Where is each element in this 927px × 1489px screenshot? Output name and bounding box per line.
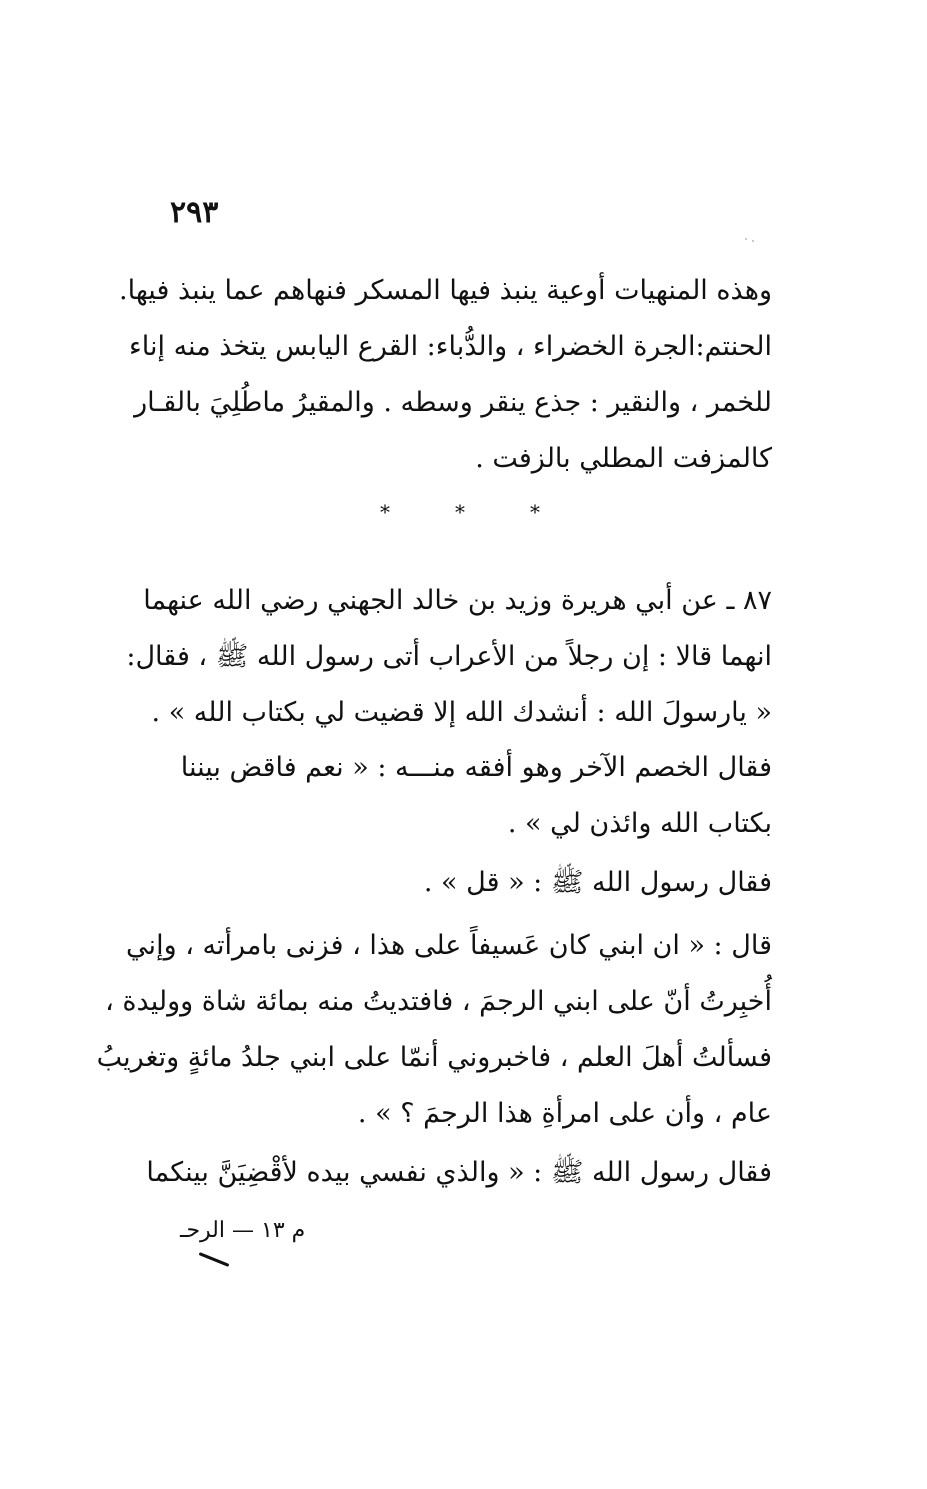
hadith-line: بكتاب الله وائذن لي » . (507, 808, 772, 839)
note-line: كالمزفت المطلي بالزفت . (475, 443, 772, 474)
separator-star: * (380, 500, 390, 524)
hadith-line: فقال الخصم الآخر وهو أفقه منـــه : « نعم فاقض بيننا (180, 752, 772, 783)
hadith-line: عام ، وأن على امرأةِ هذا الرجمَ ؟ » . (357, 1098, 772, 1129)
hadith-line: فقال رسول الله ﷺ : « قل » . (423, 867, 772, 898)
hadith-line: انهما قالا : إن رجلاً من الأعراب أتى رسول الله ﷺ ، فقال: (126, 641, 772, 672)
hadith-paragraph-5 (146, 1145, 772, 1201)
speck-mark (745, 238, 747, 240)
hadith-line: « يارسولَ الله : أنشدك الله إلا قضيت لي بكتاب الله » . (151, 697, 772, 728)
section-separator (380, 500, 540, 524)
separator-star: * (530, 500, 540, 524)
hadith-line: فقال رسول الله ﷺ : « والذي نفسي بيده لأقْضِيَنَّ بينكما (146, 1157, 772, 1188)
footer-stroke (199, 1252, 230, 1267)
hadith-paragraph-1 (126, 573, 772, 741)
hadith-paragraph-3 (172, 855, 772, 911)
footer-signature: م ١٣ — الرحـ (180, 1218, 306, 1243)
page-number: ٢٩٣ (170, 195, 219, 230)
speck-mark (752, 240, 754, 242)
hadith-line: أُخبِرتُ أنّ على ابني الرجمَ ، فافتديتُ منه بمائة شاة ووليدة ، (105, 986, 772, 1017)
note-paragraph (119, 263, 772, 487)
hadith-line: فسألتُ أهلَ العلم ، فاخبروني أنمّا على ابني جلدُ مائةٍ وتغريبُ (96, 1042, 772, 1073)
note-line: للخمر ، والنقير : جذع ينقر وسطه . والمقيرُ ماطُلِيَ بالقـار (134, 387, 772, 418)
separator-star: * (455, 500, 465, 524)
note-line: وهذه المنهيات أوعية ينبذ فيها المسكر فنهاهم عما ينبذ فيها. (119, 275, 772, 306)
hadith-line: قال : « ان ابني كان عَسيفاً على هذا ، فزنى بامرأته ، وإني (126, 930, 772, 961)
hadith-line: ٨٧ ـ عن أبي هريرة وزيد بن خالد الجهني رضي الله عنهما (143, 585, 772, 616)
hadith-paragraph-2 (172, 740, 772, 852)
note-line: الحنتم:الجرة الخضراء ، والدُّباء: القرع اليابس يتخذ منه إناء (129, 331, 772, 362)
hadith-paragraph-4 (96, 918, 772, 1142)
